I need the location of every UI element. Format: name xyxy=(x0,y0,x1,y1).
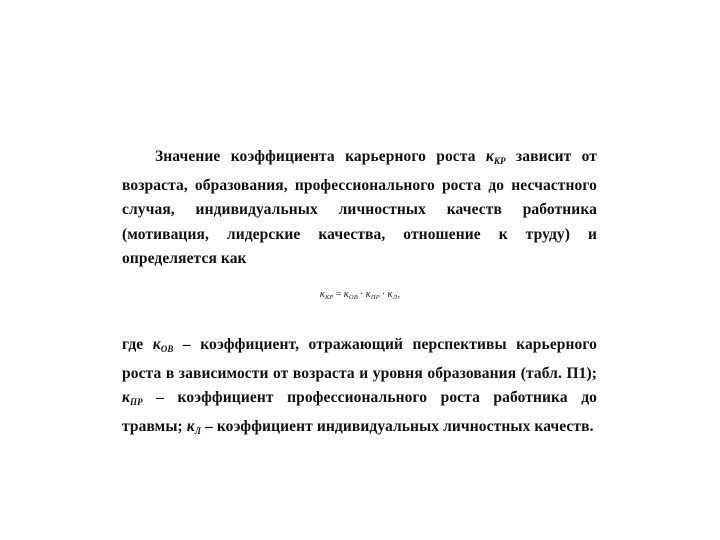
explain-text-pr: – коэффициент профессионального роста работника до травмы; xyxy=(122,389,597,435)
formula xyxy=(0,289,720,301)
explain-lead: где xyxy=(122,336,153,353)
explanation-paragraph xyxy=(122,333,597,443)
symbol-k-l: $к_Л$ xyxy=(186,417,202,436)
formula-lhs: $к_{КР}$ xyxy=(319,289,334,301)
symbol-k-kr: $к_{КР}$ xyxy=(485,148,506,166)
formula-term-l: $к_Л$ xyxy=(387,289,398,301)
formula-multiply: · xyxy=(359,289,364,300)
explain-text-l: – коэффициент индивидуальных личностных качеств. xyxy=(201,417,594,435)
intro-text-after: зависит от возраста, образования, профессионального роста до несчастного случая, индивидуальных личностных качеств работника (мотивация, лидерские качества, отношение к труду) и определяется как xyxy=(122,148,597,267)
intro-text-before: Значение коэффициента карьерного роста xyxy=(155,148,486,165)
formula-term-pr: $к_{ПР}$ xyxy=(365,289,380,301)
formula-term-ov: $к_{ОВ}$ xyxy=(343,289,358,301)
formula-multiply: · xyxy=(381,289,386,300)
symbol-k-pr: $к_{ПР}$ xyxy=(122,389,143,407)
explain-text-ov: – коэффициент, отражающий перспективы карьерного роста в зависимости от возраста и уровня образования (табл. П1); xyxy=(122,336,597,382)
symbol-k-ov: $к_{ОВ}$ xyxy=(152,336,174,354)
intro-paragraph xyxy=(122,145,597,272)
formula-equals: = xyxy=(335,289,342,300)
formula-trailing-comma: , xyxy=(397,289,401,300)
